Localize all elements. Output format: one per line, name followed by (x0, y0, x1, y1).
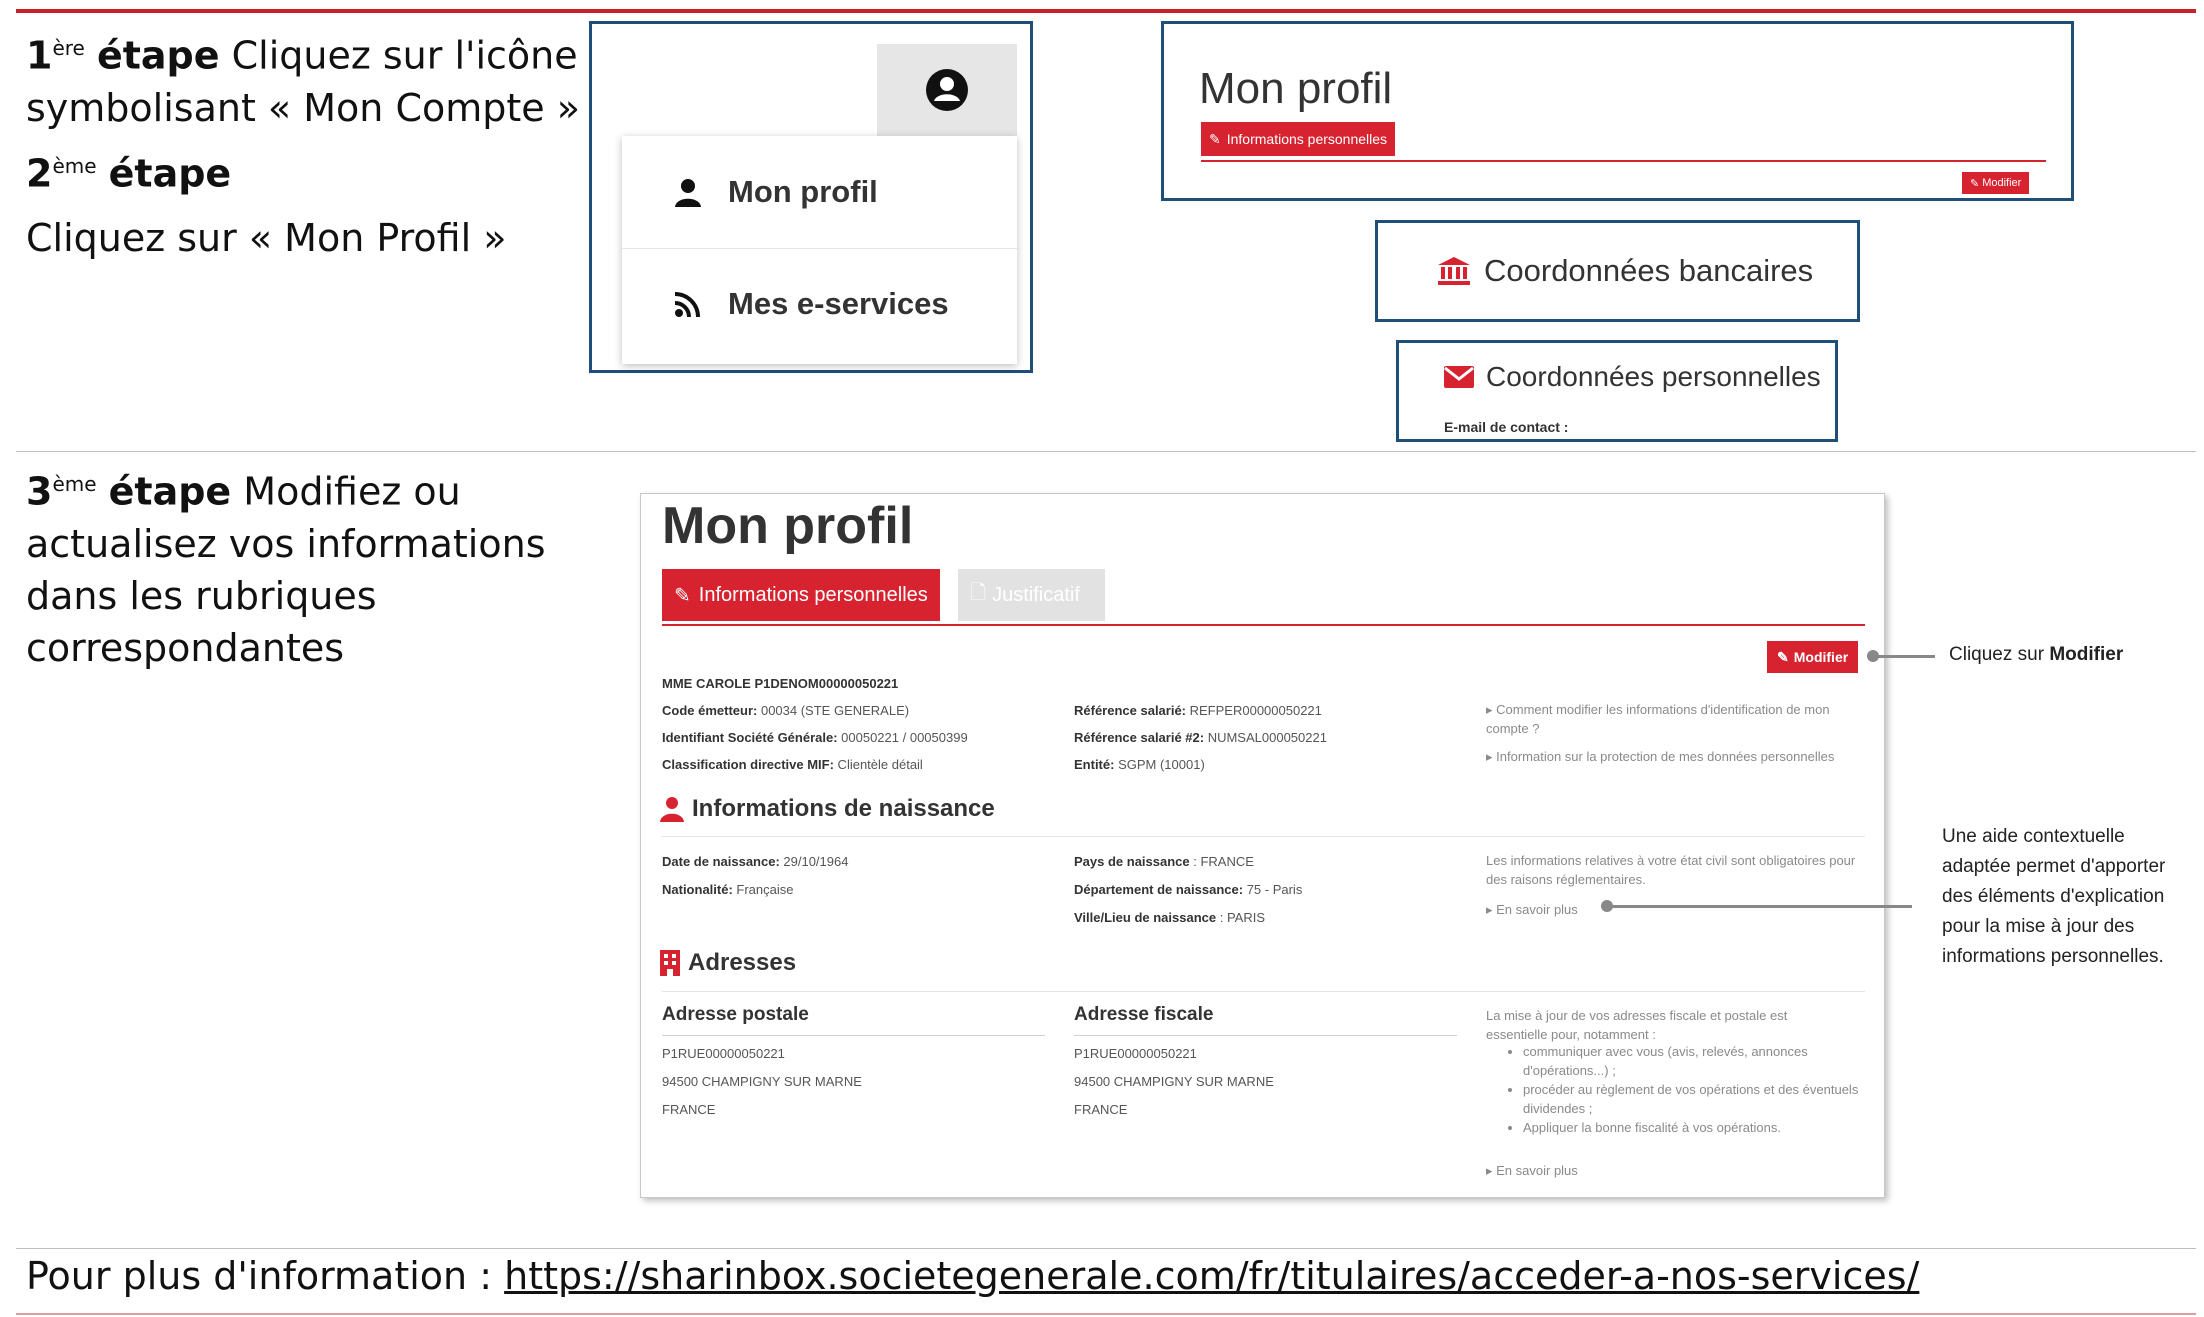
list-item: • Appliquer la bonne fiscalité à vos opérations. (1523, 1118, 1883, 1137)
chevron-right-icon: ▸ (1486, 902, 1497, 917)
account-button[interactable] (877, 44, 1017, 136)
address-learn-more-link[interactable]: ▸ En savoir plus (1486, 1163, 1578, 1178)
section-divider (16, 451, 2196, 452)
birth-section-title: Informations de naissance (660, 795, 995, 823)
user-icon (674, 177, 702, 207)
tab-informations-personnelles-small[interactable]: ✎ Informations personnelles (1201, 122, 1395, 156)
bank-details-screenshot[interactable] (1375, 220, 1860, 322)
postal-line-2: 94500 CHAMPIGNY SUR MARNE (662, 1074, 862, 1089)
footer-bottom-rule (16, 1313, 2196, 1315)
tab-underline (662, 624, 1865, 626)
menu-item-label: Mes e-services (728, 286, 949, 321)
fiscal-line-2: 94500 CHAMPIGNY SUR MARNE (1074, 1074, 1274, 1089)
bank-icon (1438, 257, 1470, 285)
step-2-text: 2ème étape Cliquez sur « Mon Profil » (26, 151, 507, 260)
callout-modifier: Cliquez sur Modifier (1949, 644, 2124, 665)
chevron-right-icon: ▸ (1486, 702, 1497, 717)
user-circle-icon (925, 68, 969, 112)
fiscal-heading-rule (1074, 1035, 1457, 1036)
address-help-text: La mise à jour de vos adresses fiscale et postale est essentielle pour, notamment : (1486, 1008, 1788, 1042)
file-pdf-icon: 🗋 (970, 582, 987, 604)
pencil-icon: ✎ (674, 584, 691, 607)
edit-icon: ✎ (1777, 648, 1789, 665)
reference-salarie: Référence salarié: REFPER00000050221 (1074, 703, 1322, 718)
top-red-rule (16, 9, 2196, 13)
footer (26, 1254, 1919, 1298)
postal-line-1: P1RUE00000050221 (662, 1046, 785, 1061)
account-menu-screenshot (589, 21, 1033, 373)
callout-aide: Une aide contextuelle adaptée permet d'apporter des éléments d'explication pour la mise à jour des informations personnelles. (1942, 826, 2166, 967)
callout-dot-aide (1601, 900, 1613, 912)
account-dropdown (622, 136, 1017, 364)
envelope-icon (1444, 366, 1474, 388)
identifiant-sg: Identifiant Société Générale: 00050221 / 00050399 (662, 730, 968, 745)
tab-justificatif[interactable]: 🗋 Justificatif (958, 569, 1105, 621)
tab-informations-personnelles[interactable]: ✎ Informations personnelles (662, 569, 940, 621)
address-help-list (1509, 1042, 1883, 1137)
code-emetteur: Code émetteur: 00034 (STE GENERALE) (662, 703, 910, 718)
edit-icon: ✎ (1970, 177, 1980, 190)
address-section-title: Adresses (660, 949, 796, 977)
email-contact-label: E-mail de contact : (1444, 419, 1569, 435)
birth-date: Date de naissance: 29/10/1964 (662, 854, 849, 869)
menu-item-label: Mon profil (728, 174, 878, 209)
postal-address-heading: Adresse postale (662, 1004, 809, 1025)
fiscal-line-3: FRANCE (1074, 1102, 1128, 1117)
modify-button[interactable]: ✎ Modifier (1767, 641, 1858, 673)
chevron-right-icon: ▸ (1486, 1163, 1497, 1178)
callout-line-aide (1607, 905, 1912, 908)
personal-details-screenshot[interactable] (1396, 340, 1838, 442)
address-section-rule (662, 991, 1865, 992)
step-3-text: 3ème étape Modifiez ou actualisez vos informations dans les rubriques correspondantes (26, 469, 546, 670)
birth-city: Ville/Lieu de naissance : PARIS (1074, 910, 1265, 925)
birth-help-text: Les informations relatives à votre état civil sont obligatoires pour des raisons réglementaires. (1486, 853, 1856, 887)
modify-button-small[interactable]: ✎ Modifier (1962, 172, 2029, 194)
entite: Entité: SGPM (10001) (1074, 757, 1205, 772)
callout-dot-modifier (1867, 650, 1879, 662)
user-icon (660, 796, 684, 822)
fiscal-line-1: P1RUE00000050221 (1074, 1046, 1197, 1061)
list-item: • procéder au règlement de vos opérations et des éventuels dividendes ; (1523, 1080, 1883, 1118)
birth-department: Département de naissance: 75 - Paris (1074, 882, 1303, 897)
chevron-right-icon: ▸ (1486, 749, 1497, 764)
birth-learn-more-link[interactable]: ▸ En savoir plus (1486, 902, 1578, 917)
profile-small-title: Mon profil (1199, 64, 1393, 113)
footer-link[interactable]: https://sharinbox.societegenerale.com/fr/titulaires/acceder-a-nos-services/ (504, 1254, 1920, 1298)
help-link-identification[interactable]: ▸ Comment modifier les informations d'identification de mon compte ? (1486, 702, 1830, 736)
birth-country: Pays de naissance : FRANCE (1074, 854, 1254, 869)
postal-heading-rule (662, 1035, 1045, 1036)
bank-details-label: Coordonnées bancaires (1484, 253, 1814, 288)
step-1-text: 1ère étape Cliquez sur l'icône symbolisant « Mon Compte » (26, 33, 580, 130)
list-item: • communiquer avec vous (avis, relevés, annonces d'opérations...) ; (1523, 1042, 1883, 1080)
building-icon (660, 950, 680, 976)
page-title: Mon profil (662, 497, 914, 555)
reference-salarie-2: Référence salarié #2: NUMSAL000050221 (1074, 730, 1327, 745)
profile-panel (640, 493, 1885, 1198)
tab-underline (1201, 160, 2046, 162)
profile-header-screenshot (1161, 21, 2074, 201)
callout-line-modifier (1873, 655, 1935, 658)
personal-details-header (1444, 361, 1821, 393)
personal-details-label: Coordonnées personnelles (1486, 361, 1821, 392)
holder-name: MME CAROLE P1DENOM00000050221 (662, 676, 899, 691)
rss-icon (674, 290, 702, 318)
fiscal-address-heading: Adresse fiscale (1074, 1004, 1214, 1025)
help-link-protection[interactable]: ▸ Information sur la protection de mes données personnelles (1486, 749, 1835, 764)
menu-item-e-services[interactable] (622, 248, 1017, 360)
birth-section-rule (662, 836, 1865, 837)
footer-label: Pour plus d'information : (26, 1254, 493, 1298)
menu-item-mon-profil[interactable] (622, 136, 1017, 249)
footer-top-rule (16, 1248, 2196, 1249)
postal-line-3: FRANCE (662, 1102, 716, 1117)
classification-mif: Classification directive MIF: Clientèle détail (662, 757, 923, 772)
pencil-icon: ✎ (1209, 130, 1221, 147)
nationality: Nationalité: Française (662, 882, 794, 897)
